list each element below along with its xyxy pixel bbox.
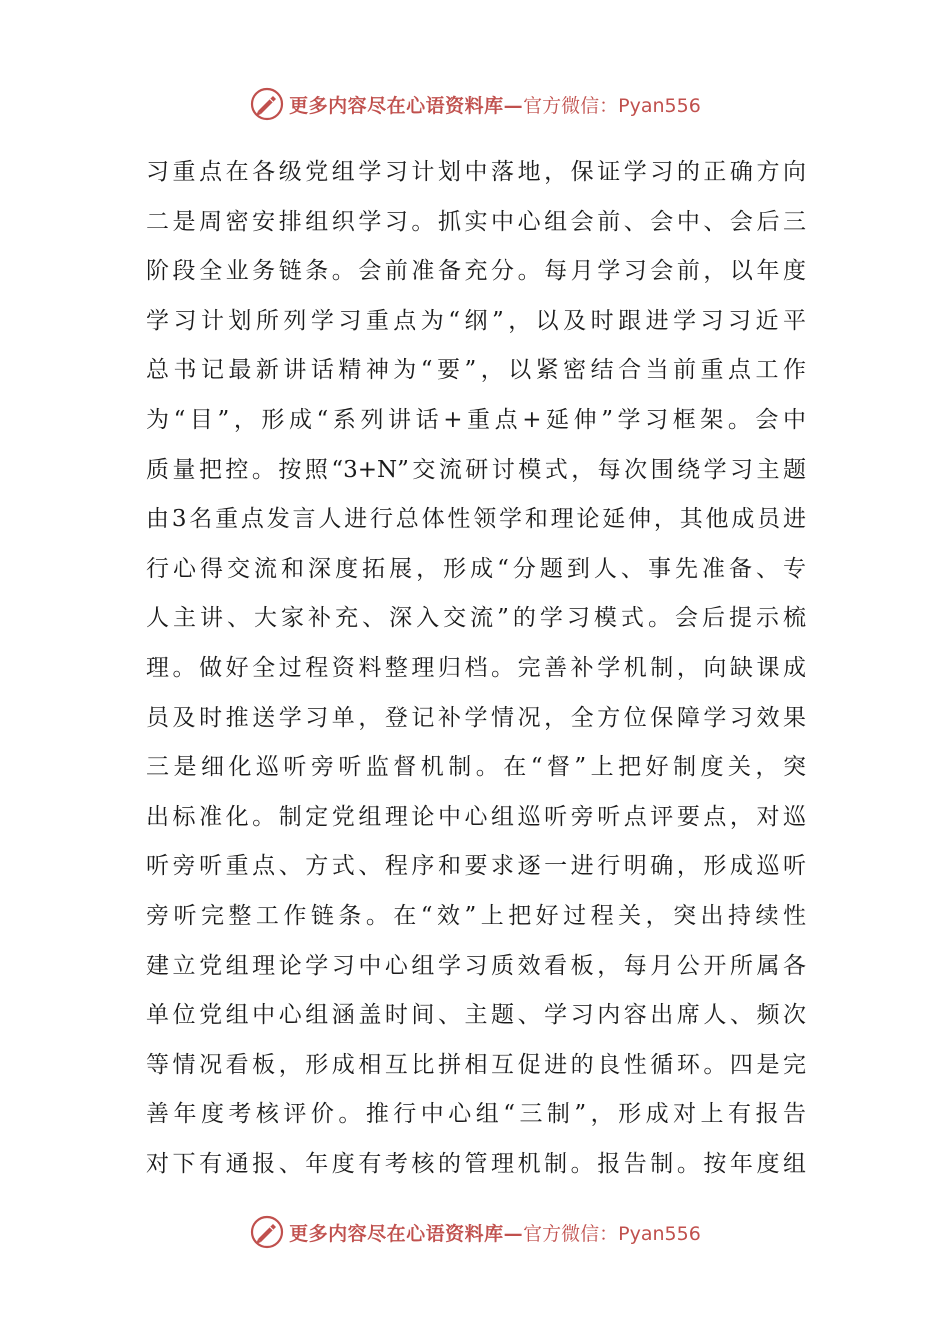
text-line: 人主讲、大家补充、深入交流”的学习模式。会后提示梳 [146,605,806,632]
text-line: 三是细化巡听旁听监督机制。在“督”上把好制度关，突 [146,754,806,781]
text-line: 行心得交流和深度拓展，形成“分题到人、事先准备、专 [146,555,806,582]
footer-wechat-text: 官方微信：Pyan556 [523,1222,701,1245]
text-line: 质量把控。按照“3+N”交流研讨模式，每次围绕学习主题 [146,456,806,483]
text-line: 单位党组中心组涵盖时间、主题、学习内容出席人、频次 [146,1002,806,1029]
text-line: 善年度考核评价。推行中心组“三制”，形成对上有报告 [146,1101,806,1128]
text-line: 出标准化。制定党组理论中心组巡听旁听点评要点，对巡 [146,803,806,830]
text-line: 总书记最新讲话精神为“要”，以紧密结合当前重点工作 [146,357,806,384]
pen-nib-logo-icon [249,1214,285,1250]
header-wechat-text: 官方微信：Pyan556 [523,94,701,117]
text-line: 听旁听重点、方式、程序和要求逐一进行明确，形成巡听 [146,853,806,880]
text-line: 对下有通报、年度有考核的管理机制。报告制。按年度组 [146,1150,806,1177]
text-line: 理。做好全过程资料整理归档。完善补学机制，向缺课成 [146,654,806,681]
footer-brand-text: 更多内容尽在心语资料库— [289,1222,524,1245]
footer-banner [0,1212,950,1252]
text-line: 为“目”，形成“系列讲话+重点+延伸”学习框架。会中 [146,406,806,433]
text-line: 阶段全业务链条。会前准备充分。每月学习会前，以年度 [146,258,806,285]
text-line: 建立党组理论学习中心组学习质效看板，每月公开所属各 [146,952,806,979]
text-line: 二是周密安排组织学习。抓实中心组会前、会中、会后三 [146,208,806,235]
text-line: 习重点在各级党组学习计划中落地，保证学习的正确方向 [146,159,806,185]
text-line: 等情况看板，形成相互比拼相互促进的良性循环。四是完 [146,1051,806,1078]
text-line: 学习计划所列学习重点为“纲”，以及时跟进学习习近平 [146,307,806,334]
text-line: 员及时推送学习单，登记补学情况，全方位保障学习效果 [146,704,806,731]
text-line: 旁听完整工作链条。在“效”上把好过程关，突出持续性 [146,902,806,929]
pen-nib-logo-icon [249,86,285,122]
text-line: 由3名重点发言人进行总体性领学和理论延伸，其他成员进 [146,506,806,533]
header-banner [0,84,950,124]
body-text [146,148,806,1189]
header-brand-text: 更多内容尽在心语资料库— [289,94,524,117]
